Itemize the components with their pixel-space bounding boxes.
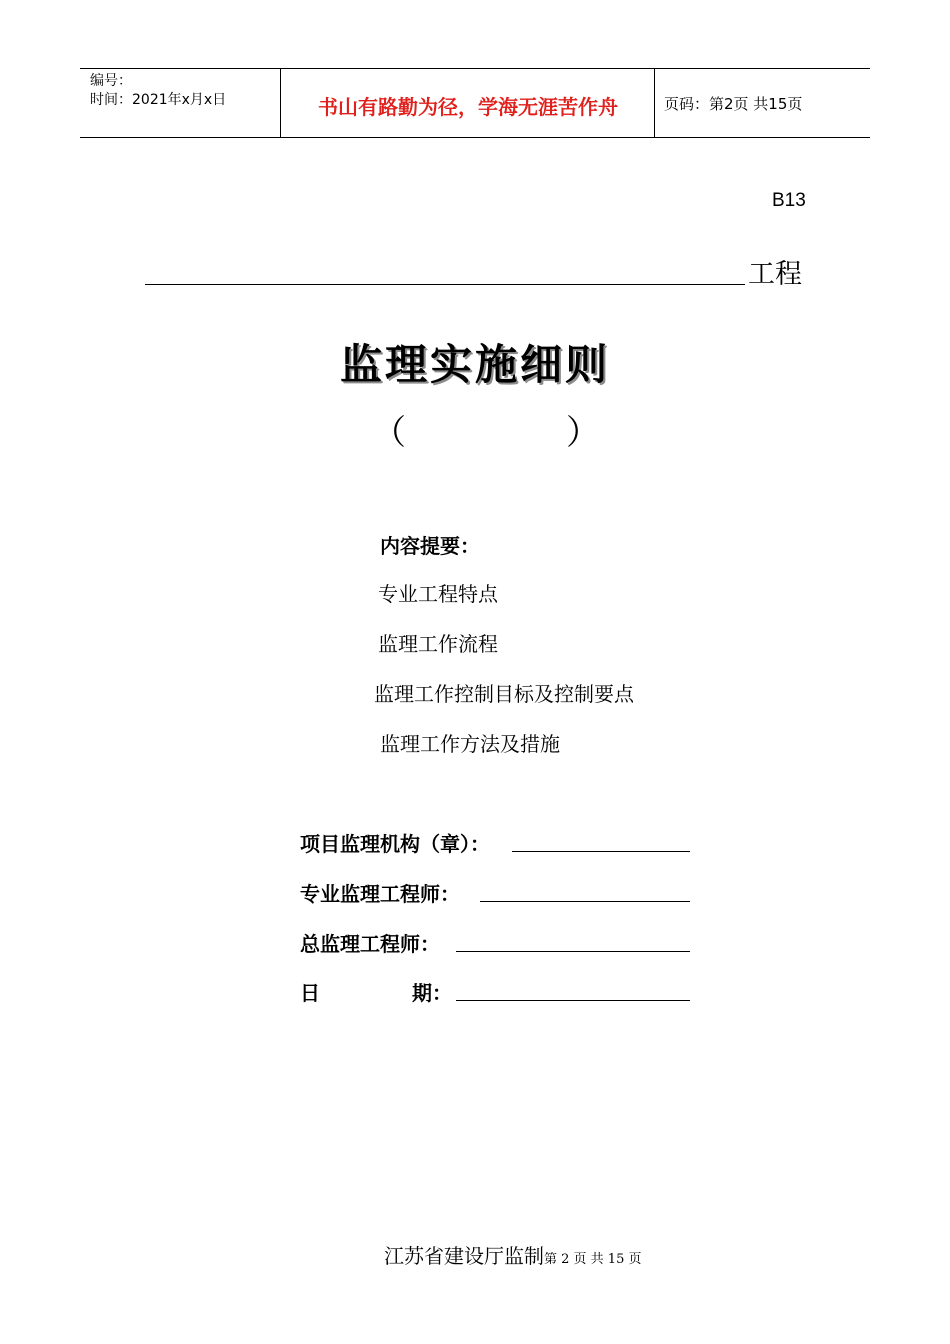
header-meta <box>90 72 226 110</box>
project-suffix: 工程 <box>748 259 802 290</box>
date-signature-line <box>456 1000 690 1001</box>
summary-item: 监理工作控制目标及控制要点 <box>374 682 634 706</box>
document-title: 监理实施细则 <box>339 340 610 389</box>
footer-issuer: 江苏省建设厅监制 <box>384 1244 544 1268</box>
time-label: 时间：2021年x月x日 <box>90 92 227 108</box>
org-label: 项目监理机构（章）： <box>300 832 490 856</box>
footer-page: 第 2 页 共 15 页 <box>544 1252 642 1267</box>
summary-item: 专业工程特点 <box>378 582 498 606</box>
project-name-line <box>145 284 745 285</box>
header-divider-1 <box>280 69 281 137</box>
header-divider-2 <box>654 69 655 137</box>
header-table <box>80 68 870 138</box>
document-code: B13 <box>772 190 806 211</box>
paren-close: ） <box>566 413 600 453</box>
summary-heading: 内容提要： <box>380 534 480 558</box>
number-label: 编号： <box>90 73 132 89</box>
specialist-label: 专业监理工程师： <box>300 882 460 906</box>
specialist-signature-line <box>480 901 690 902</box>
date-label-period: 期： <box>412 981 452 1005</box>
summary-item: 监理工作方法及措施 <box>380 732 560 756</box>
footer <box>384 1240 641 1269</box>
summary-item: 监理工作流程 <box>378 632 498 656</box>
date-label-day: 日 <box>300 981 320 1005</box>
header-page-info: 页码：第2页 共15页 <box>664 95 803 113</box>
org-signature-line <box>512 851 690 852</box>
chief-label: 总监理工程师： <box>300 932 440 956</box>
header-motto: 书山有路勤为径，学海无涯苦作舟 <box>318 95 618 119</box>
chief-signature-line <box>456 951 690 952</box>
paren-open: （ <box>372 413 406 453</box>
